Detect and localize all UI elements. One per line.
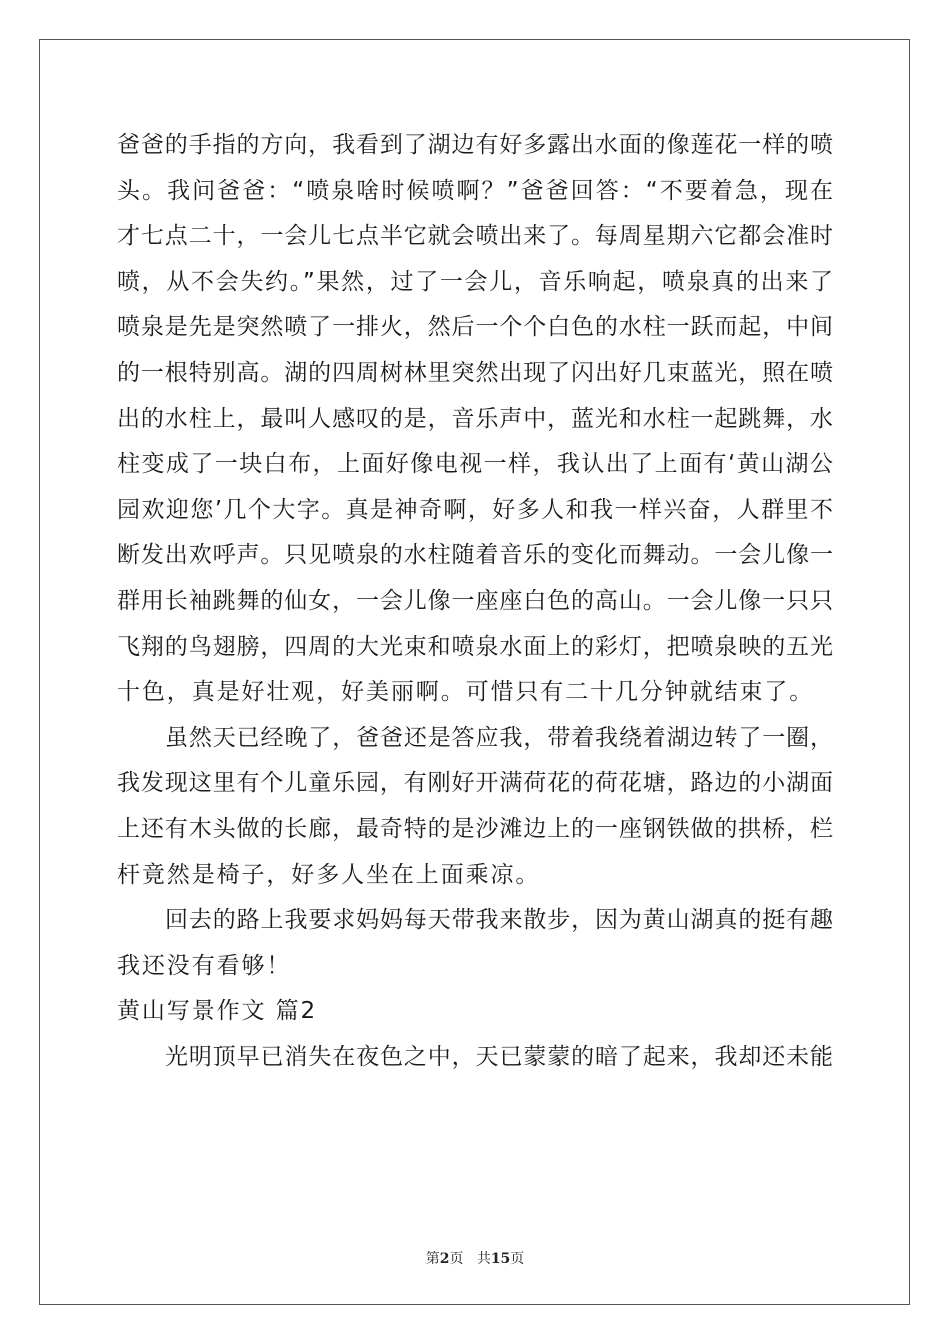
page-prefix: 第 — [425, 1251, 440, 1267]
page-footer — [0, 1248, 950, 1268]
text-line: 杆竟然是椅子，好多人坐在上面乘凉。 — [117, 861, 541, 888]
text-line: 柱变成了一块白布，上面好像电视一样，我认出了上面有‘黄山湖公 — [117, 451, 833, 478]
text-line: 断发出欢呼声。只见喷泉的水柱随着音乐的变化而舞动。一会儿像一 — [117, 542, 833, 569]
text-line: 爸爸的手指的方向，我看到了湖边有好多露出水面的像莲花一样的喷 — [117, 132, 833, 158]
total-pages: 15 — [490, 1251, 511, 1267]
document-body — [117, 123, 833, 1080]
page-number: 2 — [439, 1251, 450, 1267]
text-line: 园欢迎您’几个大字。真是神奇啊，好多人和我一样兴奋，人群里不 — [117, 496, 833, 523]
text-line: 我发现这里有个儿童乐园，有刚好开满荷花的荷花塘，路边的小湖面 — [117, 770, 833, 797]
text-line: 上还有木头做的长廊，最奇特的是沙滩边上的一座钢铁做的拱桥，栏 — [117, 815, 833, 842]
text-line: 我还没有看够！ — [117, 952, 292, 979]
text-line: 头。我问爸爸：“喷泉啥时候喷啊？”爸爸回答：“不要着急，现在 — [117, 177, 833, 204]
text-line: 虽然天已经晚了，爸爸还是答应我，带着我绕着湖边转了一圈， — [165, 724, 833, 751]
text-line: 十色，真是好壮观，好美丽啊。可惜只有二十几分钟就结束了。 — [117, 679, 815, 706]
text-line: 喷，从不会失约。”果然，过了一会儿，音乐响起，喷泉真的出来了 — [117, 268, 833, 295]
text-line: 喷泉是先是突然喷了一排火，然后一个个白色的水柱一跃而起，中间 — [117, 314, 833, 341]
text-line: 才七点二十，一会儿七点半它就会喷出来了。每周星期六它都会准时 — [117, 223, 833, 250]
text-line: 出的水柱上，最叫人感叹的是，音乐声中，蓝光和水柱一起跳舞，水 — [117, 405, 833, 432]
text-line: 光明顶早已消失在夜色之中，天已蒙蒙的暗了起来，我却还未能 — [165, 1043, 833, 1070]
total-suffix: 页 — [510, 1251, 525, 1267]
text-line: 回去的路上我要求妈妈每天带我来散步，因为黄山湖真的挺有趣 — [165, 907, 833, 934]
total-prefix: 共 — [476, 1251, 491, 1267]
text-line: 黄山写景作文 篇2 — [117, 998, 318, 1025]
text-line: 群用长袖跳舞的仙女，一会儿像一座座白色的高山。一会儿像一只只 — [117, 587, 833, 614]
text-line: 飞翔的鸟翅膀，四周的大光束和喷泉水面上的彩灯，把喷泉映的五光 — [117, 633, 833, 660]
page-suffix: 页 — [449, 1251, 464, 1267]
text-line: 的一根特别高。湖的四周树林里突然出现了闪出好几束蓝光，照在喷 — [117, 359, 833, 386]
